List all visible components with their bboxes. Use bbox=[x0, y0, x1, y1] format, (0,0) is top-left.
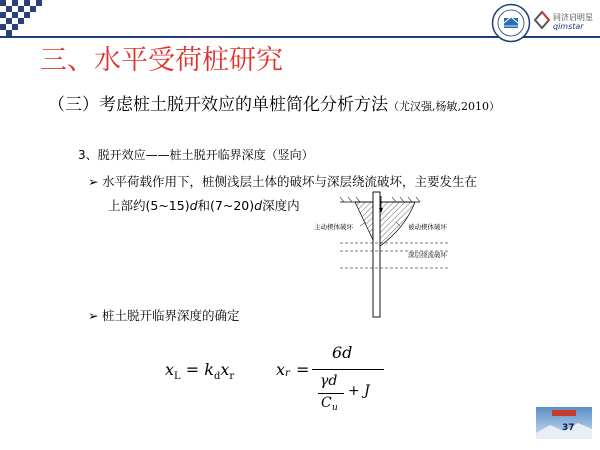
brand-name-en: qimstar bbox=[553, 22, 584, 31]
pile-diagram-svg bbox=[300, 188, 480, 323]
formula-2-u: u bbox=[332, 403, 338, 413]
bullet-1-d1: d bbox=[189, 198, 198, 213]
formula-1-L: L bbox=[174, 371, 181, 383]
section-subtitle bbox=[48, 90, 500, 115]
label-passive-wedge: 被动楔体破坏 bbox=[408, 223, 447, 231]
formula-2-gamma-d: γd bbox=[320, 373, 338, 389]
bullet-point-1-line2 bbox=[108, 196, 300, 214]
label-deep-flow: 深层绕流破坏 bbox=[408, 251, 447, 259]
pile bbox=[373, 192, 380, 317]
bullet-1-depth-b: 和(7~20) bbox=[197, 198, 255, 213]
bullet-1-d2: d bbox=[254, 198, 263, 213]
formula-2-numerator: 6d bbox=[332, 343, 353, 362]
formula-xr bbox=[276, 343, 386, 423]
brand-mark-icon bbox=[533, 10, 551, 30]
brand-name-cn: 同济启明星 bbox=[553, 13, 593, 22]
bullet-arrow-icon: ➢ bbox=[88, 174, 99, 189]
formula-2-x: x bbox=[276, 360, 286, 379]
formula-xl bbox=[165, 360, 234, 382]
formula-2-plus-j: + J bbox=[348, 383, 370, 399]
formula-1-x: x bbox=[165, 360, 175, 379]
brand-logo bbox=[533, 10, 593, 34]
label-active-wedge: 主动楔体破坏 bbox=[314, 223, 353, 231]
formula-1-d: d bbox=[213, 371, 221, 383]
bullet-2-text: 桩土脱开临界深度的确定 bbox=[102, 308, 240, 323]
page-number: 37 bbox=[562, 423, 575, 433]
formula-2-fraction-bar bbox=[312, 369, 384, 370]
formula-2-inner-bar bbox=[318, 393, 344, 394]
bullet-point-2 bbox=[88, 306, 240, 324]
university-seal-logo bbox=[491, 3, 531, 43]
formula-1-k: k bbox=[204, 360, 214, 379]
formula-2-cu: C bbox=[321, 395, 332, 411]
formula-2-r: r bbox=[285, 368, 290, 379]
slide-title: 三、水平受荷桩研究 bbox=[40, 45, 283, 76]
subtitle-text: （三）考虑桩土脱开效应的单桩简化分析方法 bbox=[48, 95, 388, 115]
bullet-1-text: 水平荷载作用下，桩侧浅层土体的破坏与深层绕流破坏，主要发生在 bbox=[102, 174, 478, 189]
checker-pattern bbox=[0, 0, 72, 36]
active-wedge bbox=[355, 202, 373, 240]
bullet-arrow-icon: ➢ bbox=[88, 308, 99, 323]
formula-1-r: r bbox=[229, 371, 235, 383]
formula-1-x2: x bbox=[220, 360, 230, 379]
formula-1-equals: = bbox=[180, 360, 205, 379]
bullet-1-depth-c: 深度内 bbox=[262, 198, 300, 213]
pile-failure-diagram bbox=[300, 188, 480, 323]
item-heading: 3、脱开效应——桩土脱开临界深度（竖向） bbox=[78, 148, 314, 162]
subtitle-reference: （尤汉强,杨敏,2010） bbox=[388, 100, 500, 113]
bullet-1-depth-a: 上部约(5~15) bbox=[108, 198, 190, 213]
formula-2-equals: = bbox=[296, 360, 310, 379]
